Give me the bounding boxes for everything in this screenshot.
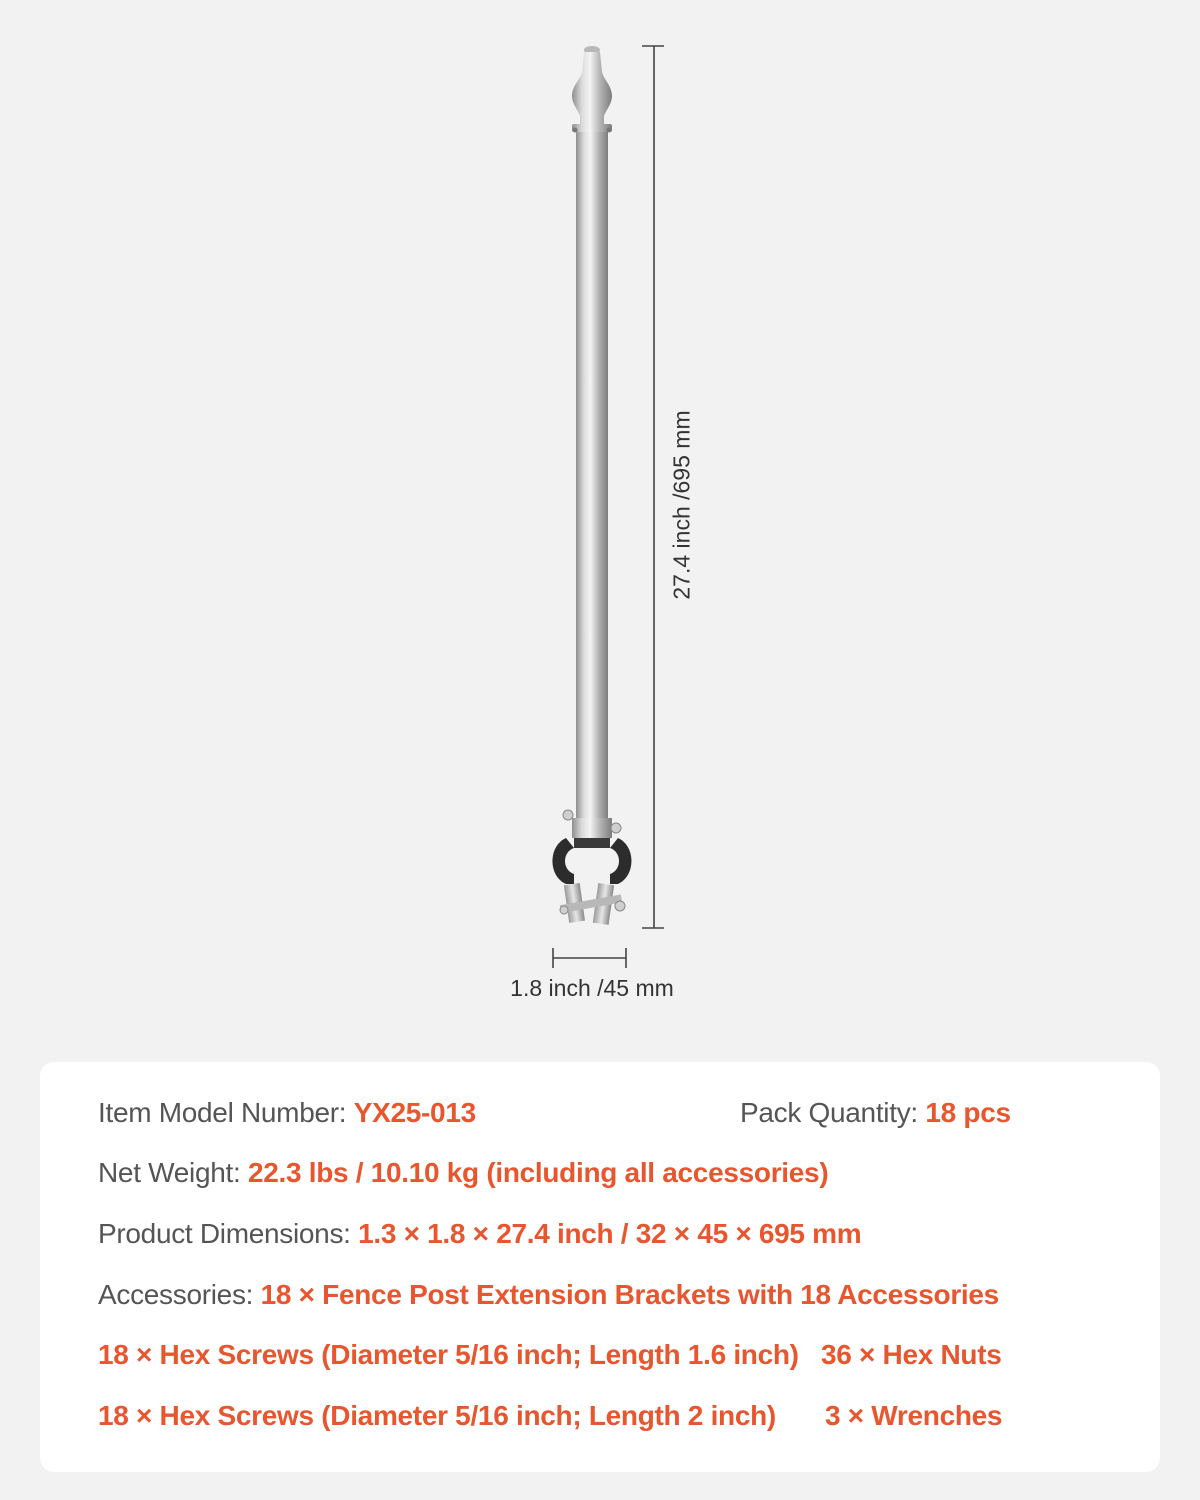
accessories-value: 18 × Fence Post Extension Brackets with 18 Accessories	[260, 1279, 999, 1310]
post-tube	[576, 132, 608, 824]
accessories-label: Accessories:	[98, 1279, 261, 1310]
hex-nuts-text: 36 × Hex Nuts	[821, 1339, 1002, 1370]
net-weight-row	[98, 1156, 828, 1190]
model-number-row	[98, 1096, 476, 1130]
extension-bracket	[553, 810, 632, 925]
wrenches-item	[825, 1399, 1002, 1433]
hex-screws-16-text: 18 × Hex Screws (Diameter 5/16 inch; Length 1.6 inch)	[98, 1339, 799, 1370]
width-dimension-label: 1.8 inch /45 mm	[510, 975, 674, 1001]
net-weight-label: Net Weight:	[98, 1157, 248, 1188]
pack-quantity-label: Pack Quantity:	[740, 1097, 926, 1128]
hex-nuts-item	[821, 1338, 1002, 1372]
model-number-label: Item Model Number:	[98, 1097, 354, 1128]
hex-screws-2-text: 18 × Hex Screws (Diameter 5/16 inch; Length 2 inch)	[98, 1400, 776, 1431]
accessory-line-2	[98, 1399, 776, 1433]
height-dimension-label: 27.4 inch /695 mm	[668, 410, 695, 600]
height-dimension-line	[642, 46, 664, 928]
pack-quantity-row	[740, 1096, 1011, 1130]
spec-card	[40, 1062, 1160, 1472]
finial-cap	[572, 46, 612, 133]
accessory-line-1	[98, 1338, 799, 1372]
wrenches-text: 3 × Wrenches	[825, 1400, 1003, 1431]
pack-quantity-value: 18 pcs	[925, 1097, 1011, 1128]
net-weight-value: 22.3 lbs / 10.10 kg (including all accessories)	[247, 1157, 829, 1188]
product-dimensions-value: 1.3 × 1.8 × 27.4 inch / 32 × 45 × 695 mm	[358, 1218, 862, 1249]
product-dimensions-row	[98, 1217, 861, 1251]
product-dimensions-label: Product Dimensions:	[98, 1218, 359, 1249]
model-number-value: YX25-013	[353, 1097, 476, 1128]
width-dimension-line	[553, 948, 626, 968]
accessories-row	[98, 1278, 999, 1312]
